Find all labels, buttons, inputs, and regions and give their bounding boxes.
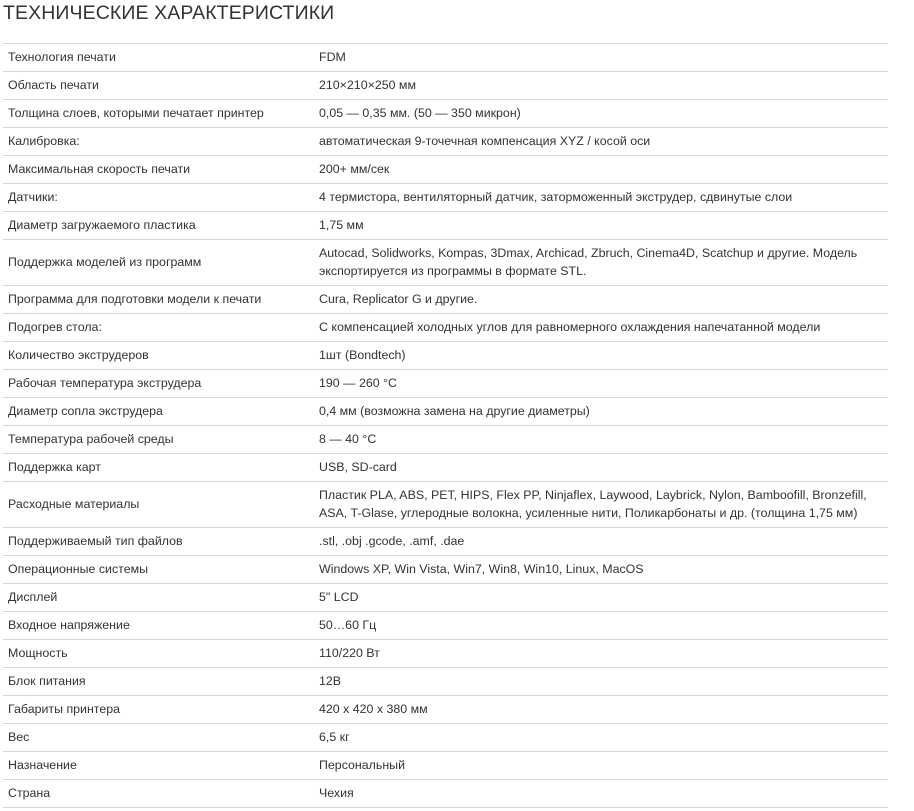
spec-value: 4 термистора, вентиляторный датчик, заторможенный экструдер, сдвинутые слои [310,184,888,212]
spec-row [3,240,888,286]
spec-value: 8 — 40 °C [310,426,888,454]
spec-name: Страна [3,780,310,808]
spec-name: Мощность [3,640,310,668]
spec-value: 110/220 Вт [310,640,888,668]
spec-row [3,342,888,370]
spec-value: FDM [310,44,888,72]
spec-value: 420 х 420 х 380 мм [310,696,888,724]
spec-name: Диаметр загружаемого пластика [3,212,310,240]
spec-name: Область печати [3,72,310,100]
spec-name: Программа для подготовки модели к печати [3,286,310,314]
spec-row [3,72,888,100]
specs-table-body [3,44,888,808]
spec-value: 6,5 кг [310,724,888,752]
spec-row [3,184,888,212]
spec-row [3,370,888,398]
spec-name: Максимальная скорость печати [3,156,310,184]
spec-name: Диаметр сопла экструдера [3,398,310,426]
spec-value: 0,4 мм (возможна замена на другие диаметры) [310,398,888,426]
spec-name: Технология печати [3,44,310,72]
spec-row [3,286,888,314]
spec-value: 210×210×250 мм [310,72,888,100]
spec-value: 190 — 260 °C [310,370,888,398]
spec-value: Чехия [310,780,888,808]
spec-value: USB, SD-card [310,454,888,482]
spec-row [3,426,888,454]
spec-name: Габариты принтера [3,696,310,724]
spec-row [3,482,888,528]
spec-name: Датчики: [3,184,310,212]
spec-name: Толщина слоев, которыми печатает принтер [3,100,310,128]
spec-row [3,212,888,240]
spec-value: Windows XP, Win Vista, Win7, Win8, Win10, Linux, MacOS [310,556,888,584]
spec-name: Подогрев стола: [3,314,310,342]
spec-name: Калибровка: [3,128,310,156]
spec-name: Количество экструдеров [3,342,310,370]
spec-row [3,528,888,556]
spec-row [3,612,888,640]
spec-value: 50…60 Гц [310,612,888,640]
spec-row [3,100,888,128]
spec-name: Блок питания [3,668,310,696]
spec-row [3,454,888,482]
spec-name: Дисплей [3,584,310,612]
spec-name: Поддержка карт [3,454,310,482]
spec-row [3,640,888,668]
spec-name: Операционные системы [3,556,310,584]
spec-value: 1шт (Bondtech) [310,342,888,370]
spec-value: 5" LCD [310,584,888,612]
specs-table [3,43,888,808]
spec-value: Cura, Replicator G и другие. [310,286,888,314]
spec-row [3,156,888,184]
spec-name: Поддерживаемый тип файлов [3,528,310,556]
spec-name: Расходные материалы [3,482,310,528]
spec-row [3,696,888,724]
spec-row [3,584,888,612]
spec-value: С компенсацией холодных углов для равномерного охлаждения напечатанной модели [310,314,888,342]
spec-value: .stl, .obj .gcode, .amf, .dae [310,528,888,556]
spec-value: 200+ мм/сек [310,156,888,184]
spec-name: Температура рабочей среды [3,426,310,454]
spec-value: Персональный [310,752,888,780]
spec-row [3,752,888,780]
spec-row [3,556,888,584]
spec-value: Autocad, Solidworks, Kompas, 3Dmax, Archicad, Zbruch, Cinema4D, Scatchup и другие. Модель экспортируется из программы в формате STL. [310,240,888,286]
spec-value: 12В [310,668,888,696]
spec-row [3,314,888,342]
spec-value: 0,05 — 0,35 мм. (50 — 350 микрон) [310,100,888,128]
spec-name: Входное напряжение [3,612,310,640]
spec-row [3,44,888,72]
spec-value: Пластик PLA, ABS, PET, HIPS, Flex PP, Ninjaflex, Laywood, Laybrick, Nylon, Bamboofill, Bronzefill, ASA, T-Glase, углеродные волокна, усиленные нити, Поликарбонаты и др. (толщина 1,75 мм) [310,482,888,528]
spec-row [3,668,888,696]
page-title: ТЕХНИЧЕСКИЕ ХАРАКТЕРИСТИКИ [3,2,335,24]
spec-value: 1,75 мм [310,212,888,240]
spec-value: автоматическая 9-точечная компенсация XYZ / косой оси [310,128,888,156]
spec-name: Рабочая температура экструдера [3,370,310,398]
spec-row [3,780,888,808]
spec-row [3,128,888,156]
spec-name: Поддержка моделей из программ [3,240,310,286]
spec-name: Назначение [3,752,310,780]
spec-name: Вес [3,724,310,752]
spec-row [3,724,888,752]
spec-row [3,398,888,426]
